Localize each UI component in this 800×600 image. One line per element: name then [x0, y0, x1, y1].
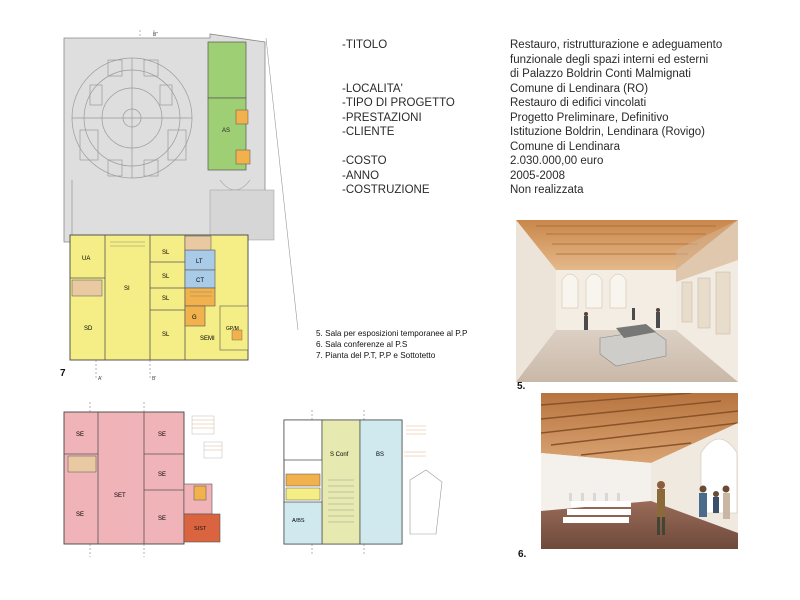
room-label: UA — [82, 256, 91, 262]
svg-text:B': B' — [152, 376, 157, 382]
svg-text:A': A' — [98, 376, 103, 382]
info-row — [342, 154, 782, 169]
svg-text:B'': B'' — [153, 32, 159, 38]
info-value — [510, 183, 584, 198]
room-label: SE — [158, 472, 167, 478]
room-label: SE — [76, 432, 85, 438]
room-label: SD — [84, 326, 93, 332]
plan-first-floor-drawing — [56, 402, 236, 562]
room-label: SL — [162, 274, 170, 280]
room-label: BS — [376, 452, 385, 458]
render-conference-image — [541, 393, 738, 549]
room-label: SI — [124, 286, 130, 292]
info-row — [342, 125, 782, 154]
info-row — [342, 38, 782, 82]
info-label: -TITOLO — [342, 39, 388, 51]
info-value-line: 2.030.000,00 euro — [510, 155, 604, 167]
room-label: G — [192, 315, 197, 321]
info-label: -TIPO DI PROGETTO — [342, 97, 455, 109]
room-label: LT — [196, 259, 203, 265]
info-value — [510, 96, 646, 111]
info-value-line: Restauro, ristrutturazione e adeguamento — [510, 39, 723, 51]
project-info — [342, 38, 782, 198]
info-value — [510, 38, 722, 82]
info-value — [510, 125, 705, 154]
room-label: CT — [196, 278, 204, 284]
figure-number: 7 — [60, 368, 66, 379]
figure-number: 6. — [518, 549, 527, 560]
room-label: SL — [162, 296, 170, 302]
info-value-line: Comune di Lendinara (RO) — [510, 82, 649, 95]
info-value — [510, 111, 669, 126]
room-label: AS — [222, 128, 231, 134]
info-value-line: Non realizzata — [510, 184, 584, 196]
room-label: SL — [162, 332, 170, 338]
figure-number: 5. — [517, 381, 526, 392]
plan-ground-floor — [60, 30, 310, 390]
room-label: SEMI — [200, 336, 215, 342]
render-conference-hall — [541, 393, 738, 549]
captions — [316, 328, 516, 361]
info-value-line: Restauro di edifici vincolati — [510, 97, 647, 109]
plan-attic — [276, 410, 446, 560]
info-value — [510, 154, 603, 169]
info-value — [510, 82, 648, 97]
info-label: -ANNO — [342, 169, 380, 182]
info-label: -COSTO — [342, 155, 387, 167]
info-value-line: Comune di Lendinara — [510, 140, 620, 153]
info-value-line: Progetto Preliminare, Definitivo — [510, 111, 669, 124]
caption-6: 6. Sala conferenze al P.S — [316, 340, 408, 349]
plan-attic-drawing — [276, 410, 446, 560]
info-value-line: funzionale degli spazi interni ed esterni — [510, 53, 709, 66]
plan-first-floor — [56, 402, 236, 562]
info-label: -PRESTAZIONI — [342, 111, 422, 124]
room-label: GP/M — [226, 326, 239, 332]
room-label: SE — [158, 516, 167, 522]
caption-7: 7. Pianta del P.T, P.P e Sottotetto — [316, 351, 436, 360]
render-exhibition-image — [516, 220, 738, 382]
info-label: -CLIENTE — [342, 126, 395, 138]
room-label: S Conf — [330, 452, 349, 458]
info-row — [342, 183, 782, 198]
info-value — [510, 169, 565, 184]
info-value-line: 2005-2008 — [510, 169, 565, 182]
room-label: SIST — [194, 526, 207, 532]
info-row — [342, 82, 782, 97]
room-label: SL — [162, 250, 170, 256]
info-value-line: Istituzione Boldrin, Lendinara (Rovigo) — [510, 126, 705, 138]
info-label: -COSTRUZIONE — [342, 184, 430, 196]
caption-5: 5. Sala per esposizioni temporanee al P.P — [316, 329, 468, 338]
plan-ground-floor-drawing — [60, 30, 310, 390]
room-label: SET — [114, 493, 126, 499]
info-value-line: di Palazzo Boldrin Conti Malmignati — [510, 68, 691, 80]
info-label: -LOCALITA' — [342, 82, 403, 95]
room-label: SE — [158, 432, 167, 438]
info-row — [342, 96, 782, 111]
info-row — [342, 111, 782, 126]
room-label: SE — [76, 512, 85, 518]
room-label: A/BS — [292, 518, 305, 524]
render-exhibition-hall — [516, 220, 738, 382]
info-row — [342, 169, 782, 184]
